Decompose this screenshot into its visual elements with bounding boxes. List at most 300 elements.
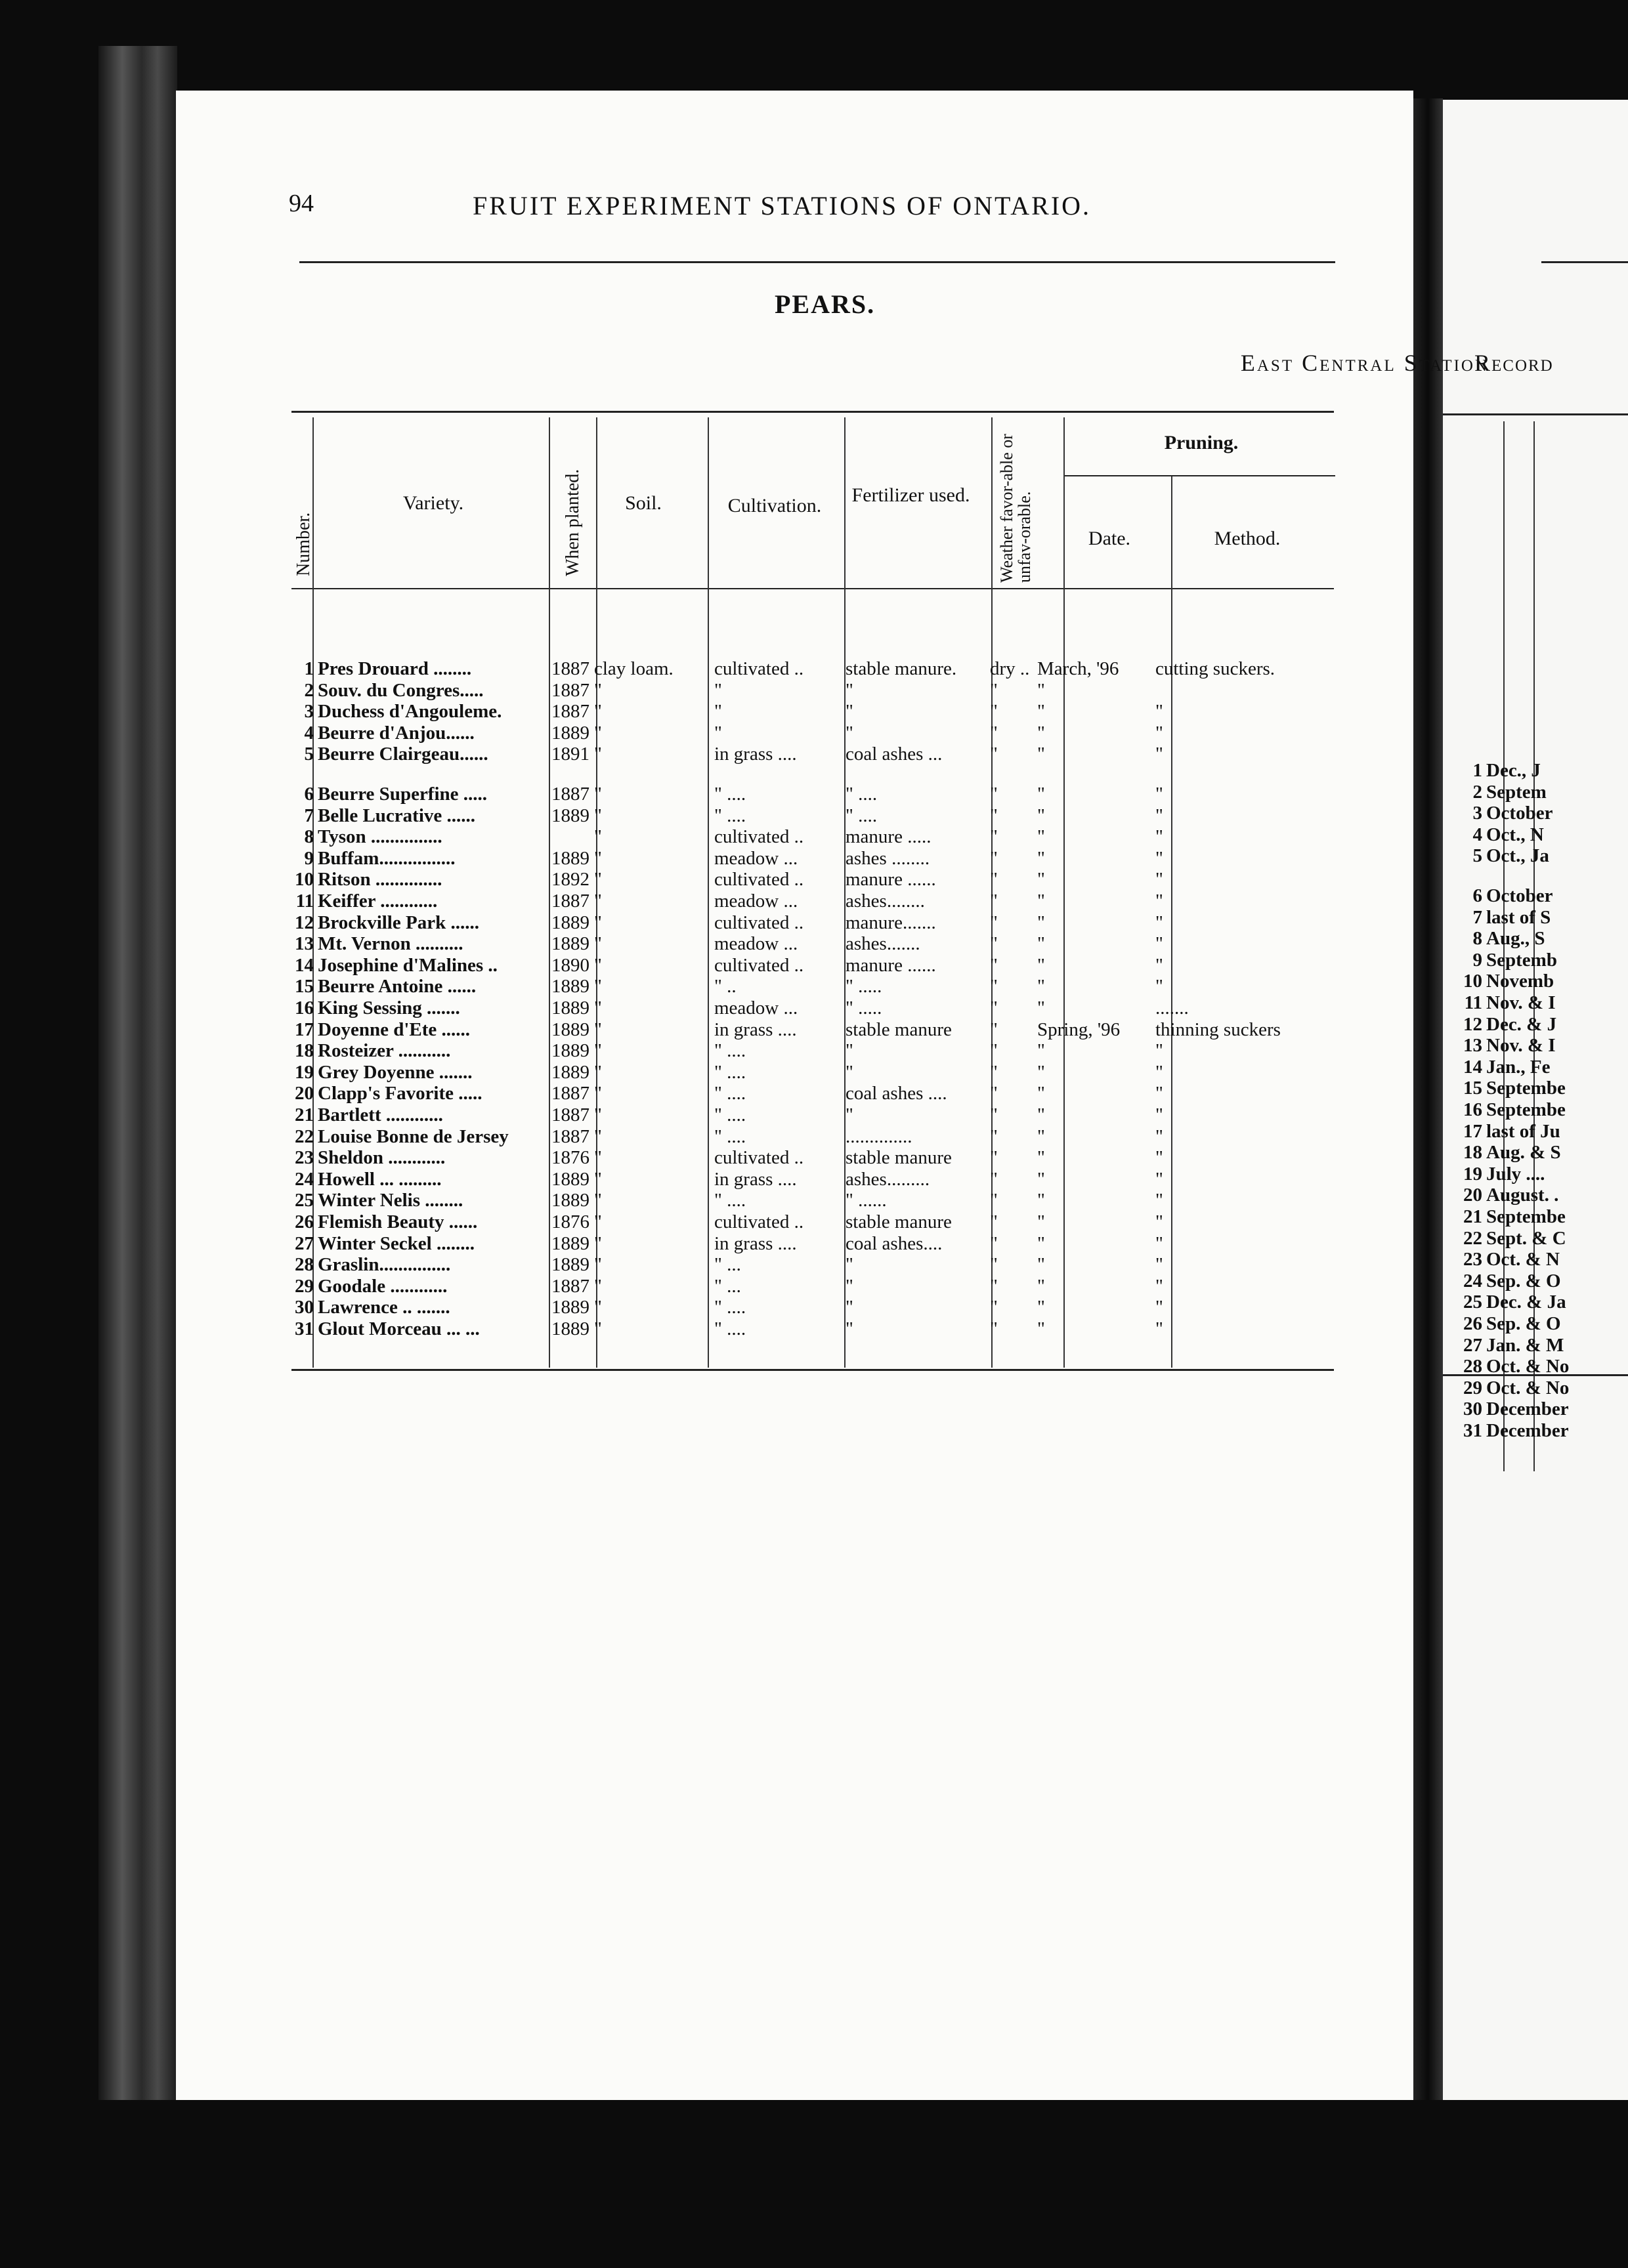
row-pruning-date: " — [1037, 998, 1045, 1018]
row-fertilizer: ashes......... — [846, 1168, 930, 1190]
row-pruning-method: " — [1155, 1147, 1163, 1169]
row-variety: Lawrence .. ....... — [318, 1297, 450, 1318]
row-pruning-date: " — [1037, 1104, 1045, 1125]
row-soil: " — [594, 1125, 602, 1147]
row-pruning-date: March, '96 — [1037, 658, 1119, 679]
row-cultivation: in grass .... — [714, 1018, 797, 1040]
row-soil: " — [594, 1297, 602, 1318]
row-pruning-method: " — [1155, 912, 1163, 933]
row-weather: " — [990, 1254, 998, 1276]
table-row — [289, 1126, 1339, 1147]
row-variety: Pres Drouard ........ — [318, 658, 472, 679]
row-pruning-date: " — [1037, 805, 1045, 826]
row-soil: " — [594, 933, 602, 955]
next-page-row-number: 8 — [1472, 928, 1482, 950]
row-fertilizer: " — [846, 1104, 853, 1125]
row-number: 21 — [295, 1104, 314, 1125]
row-cultivation: " — [714, 722, 722, 744]
next-page-row-number: 4 — [1472, 824, 1482, 845]
next-page-title: Record — [1474, 350, 1554, 376]
row-soil: " — [594, 1318, 602, 1339]
row-pruning-date: " — [1037, 1147, 1045, 1169]
row-cultivation: " .... — [714, 1190, 746, 1211]
next-page-row — [1456, 1057, 1550, 1078]
row-year-planted: 1889 — [551, 1190, 589, 1211]
section-title: PEARS. — [775, 289, 876, 319]
row-pruning-method: " — [1155, 1318, 1163, 1339]
row-year-planted: 1876 — [551, 1147, 589, 1169]
row-pruning-date: " — [1037, 679, 1045, 701]
row-soil: " — [594, 1168, 602, 1190]
row-number: 11 — [295, 891, 314, 912]
row-weather: " — [990, 1275, 998, 1297]
row-weather: " — [990, 1297, 998, 1318]
table-row — [289, 1211, 1339, 1232]
row-soil: " — [594, 744, 602, 765]
row-fertilizer: " — [846, 1040, 853, 1062]
row-pruning-method: " — [1155, 1168, 1163, 1190]
row-weather: " — [990, 1061, 998, 1083]
row-variety: Beurre Superfine ..... — [318, 784, 488, 805]
row-soil: " — [594, 1190, 602, 1211]
row-cultivation: cultivated .. — [714, 912, 804, 933]
table-row — [289, 1147, 1339, 1168]
row-year-planted: 1889 — [551, 1040, 589, 1062]
row-soil: " — [594, 1211, 602, 1232]
next-page-row-number: 3 — [1472, 803, 1482, 824]
next-page-row — [1456, 971, 1554, 992]
row-pruning-method: " — [1155, 805, 1163, 826]
row-number: 6 — [304, 784, 314, 805]
row-pruning-date: " — [1037, 1318, 1045, 1339]
next-page-row-text: October — [1486, 885, 1553, 906]
row-number: 24 — [295, 1168, 314, 1190]
next-page-row-text: Nov. & I — [1486, 992, 1556, 1013]
row-pruning-date: " — [1037, 784, 1045, 805]
row-pruning-date: " — [1037, 933, 1045, 955]
next-page-row-text: Nov. & I — [1486, 1035, 1556, 1057]
next-page-row-number: 28 — [1463, 1356, 1482, 1377]
row-variety: Belle Lucrative ...... — [318, 805, 476, 826]
row-pruning-date: " — [1037, 1125, 1045, 1147]
row-soil: " — [594, 826, 602, 848]
next-page-row-number: 26 — [1463, 1313, 1482, 1334]
next-page-row-text: Sep. & O — [1486, 1313, 1561, 1334]
next-page-row — [1456, 992, 1556, 1013]
row-pruning-method: " — [1155, 1211, 1163, 1232]
table-row — [289, 976, 1339, 997]
row-cultivation: " — [714, 701, 722, 723]
next-page-row-number: 30 — [1463, 1398, 1482, 1420]
next-page-row-text: Oct., N — [1486, 824, 1544, 845]
row-year-planted: 1887 — [551, 679, 589, 701]
table-row — [289, 1169, 1339, 1190]
table-row — [289, 1083, 1339, 1104]
row-year-planted: 1889 — [551, 1232, 589, 1254]
row-pruning-method: thinning suckers — [1155, 1018, 1281, 1040]
row-number: 8 — [304, 826, 314, 848]
next-page-row — [1456, 1099, 1566, 1120]
row-number: 16 — [295, 998, 314, 1018]
next-page-row — [1456, 1078, 1566, 1099]
next-page-row-number: 5 — [1472, 845, 1482, 867]
header-soil: Soil. — [625, 492, 662, 514]
row-soil: " — [594, 1275, 602, 1297]
table-row — [289, 1040, 1339, 1061]
next-page-row-number: 27 — [1463, 1334, 1482, 1356]
table-row — [289, 784, 1339, 805]
row-number: 1 — [304, 658, 314, 679]
row-cultivation: meadow ... — [714, 847, 798, 869]
row-fertilizer: " — [846, 679, 853, 701]
row-number: 9 — [304, 847, 314, 869]
table-row — [289, 998, 1339, 1018]
next-page-row-text: October — [1486, 803, 1553, 824]
table-bottom-rule — [291, 1369, 1334, 1371]
row-cultivation: cultivated .. — [714, 954, 804, 976]
row-variety: Doyenne d'Ete ...... — [318, 1018, 470, 1040]
row-weather: " — [990, 891, 998, 912]
next-page-row-text: Dec. & Ja — [1486, 1292, 1566, 1313]
next-page-row — [1456, 1035, 1556, 1056]
row-fertilizer: ashes........ — [846, 891, 925, 912]
next-page-row-text: Sep. & O — [1486, 1270, 1561, 1292]
table-row — [289, 1318, 1339, 1339]
next-page-row-text: Oct. & N — [1486, 1249, 1560, 1270]
table-row — [289, 1190, 1339, 1211]
table-row — [289, 744, 1339, 765]
next-page-row-number: 1 — [1472, 760, 1482, 781]
row-number: 26 — [295, 1211, 314, 1232]
row-year-planted: 1887 — [551, 1125, 589, 1147]
row-variety: Clapp's Favorite ..... — [318, 1083, 482, 1104]
header-pruning-method: Method. — [1214, 528, 1281, 549]
row-year-planted: 1887 — [551, 1083, 589, 1104]
next-page-row — [1456, 1142, 1561, 1163]
book-gutter — [1413, 98, 1443, 2107]
row-fertilizer: " ...... — [846, 1190, 887, 1211]
row-pruning-date: " — [1037, 1275, 1045, 1297]
header-rule — [299, 261, 1335, 263]
table-row — [289, 701, 1339, 722]
row-soil: " — [594, 1061, 602, 1083]
row-number: 10 — [295, 869, 314, 891]
row-weather: " — [990, 954, 998, 976]
row-pruning-date: " — [1037, 744, 1045, 765]
row-weather: " — [990, 701, 998, 723]
next-page-row-number: 15 — [1463, 1078, 1482, 1099]
row-pruning-method: " — [1155, 954, 1163, 976]
row-fertilizer: manure ..... — [846, 826, 932, 848]
row-pruning-method: " — [1155, 1254, 1163, 1276]
row-variety: Beurre Clairgeau...... — [318, 744, 488, 765]
row-year-planted: 1887 — [551, 658, 589, 679]
next-page-row-text: Septembe — [1486, 1078, 1566, 1099]
row-year-planted: 1889 — [551, 722, 589, 744]
next-page-row-text: last of S — [1486, 906, 1551, 928]
next-page-row-number: 31 — [1463, 1420, 1482, 1441]
row-soil: " — [594, 805, 602, 826]
scan-background — [0, 2100, 1628, 2268]
next-page-row-number: 10 — [1463, 971, 1482, 992]
row-number: 28 — [295, 1254, 314, 1276]
row-number: 13 — [295, 933, 314, 955]
row-cultivation: cultivated .. — [714, 826, 804, 848]
row-pruning-method: " — [1155, 847, 1163, 869]
row-year-planted: 1889 — [551, 805, 589, 826]
header-pruning-date: Date. — [1088, 528, 1131, 549]
next-page-row-number: 12 — [1463, 1013, 1482, 1035]
table-row — [289, 723, 1339, 744]
row-cultivation: " .... — [714, 1083, 746, 1104]
row-pruning-method: " — [1155, 1083, 1163, 1104]
page-number: 94 — [289, 190, 314, 217]
row-weather: " — [990, 998, 998, 1018]
next-page-row — [1456, 1420, 1569, 1441]
row-fertilizer: ashes....... — [846, 933, 920, 955]
row-weather: " — [990, 1318, 998, 1339]
next-page-row-text: December — [1486, 1398, 1569, 1420]
row-pruning-method: " — [1155, 933, 1163, 955]
next-page-row — [1456, 1292, 1566, 1312]
row-soil: " — [594, 869, 602, 891]
row-cultivation: in grass .... — [714, 744, 797, 765]
next-page-row — [1456, 782, 1547, 803]
row-variety: Grey Doyenne ....... — [318, 1061, 473, 1083]
row-pruning-date: " — [1037, 1254, 1045, 1276]
header-variety: Variety. — [402, 492, 464, 514]
row-cultivation: " ... — [714, 1254, 741, 1276]
next-page-row-number: 23 — [1463, 1249, 1482, 1270]
row-weather: " — [990, 847, 998, 869]
row-cultivation: in grass .... — [714, 1168, 797, 1190]
row-year-planted: 1887 — [551, 1104, 589, 1125]
row-soil: " — [594, 1232, 602, 1254]
header-fertilizer: Fertilizer used. — [851, 484, 970, 506]
row-pruning-date: " — [1037, 1168, 1045, 1190]
row-variety: Beurre Antoine ...... — [318, 976, 477, 998]
row-fertilizer: coal ashes.... — [846, 1232, 943, 1254]
next-page-row-text: Septem — [1486, 781, 1547, 803]
row-pruning-date: " — [1037, 912, 1045, 933]
row-soil: clay loam. — [594, 658, 674, 679]
next-page-row — [1456, 760, 1541, 781]
table-header — [289, 412, 1339, 591]
row-pruning-method: " — [1155, 701, 1163, 723]
row-number: 22 — [295, 1125, 314, 1147]
row-fertilizer: stable manure — [846, 1147, 952, 1169]
table-row — [289, 891, 1339, 912]
row-weather: " — [990, 826, 998, 848]
row-soil: " — [594, 1104, 602, 1125]
row-soil: " — [594, 1254, 602, 1276]
next-page-row-number: 7 — [1472, 906, 1482, 928]
row-year-planted: 1889 — [551, 998, 589, 1018]
row-variety: Winter Nelis ........ — [318, 1190, 463, 1211]
next-page-row — [1456, 907, 1551, 928]
row-year-planted: 1887 — [551, 701, 589, 723]
row-year-planted: 1889 — [551, 912, 589, 933]
row-cultivation: cultivated .. — [714, 1147, 804, 1169]
next-page-row-number: 13 — [1463, 1035, 1482, 1057]
row-pruning-date: " — [1037, 976, 1045, 998]
pruning-subrule — [1065, 475, 1335, 476]
row-weather: dry .. — [990, 658, 1030, 679]
row-weather: " — [990, 784, 998, 805]
next-page-row-number: 16 — [1463, 1099, 1482, 1120]
row-year-planted: 1889 — [551, 1061, 589, 1083]
next-page-row — [1456, 1185, 1558, 1206]
row-pruning-method: ....... — [1155, 998, 1189, 1018]
next-page-row-number: 6 — [1472, 885, 1482, 906]
row-soil: " — [594, 701, 602, 723]
row-variety: Buffam................ — [318, 847, 456, 869]
row-cultivation: " — [714, 679, 722, 701]
row-fertilizer: stable manure — [846, 1018, 952, 1040]
row-variety: King Sessing ....... — [318, 998, 460, 1018]
row-variety: Louise Bonne de Jersey — [318, 1125, 509, 1147]
row-cultivation: in grass .... — [714, 1232, 797, 1254]
row-weather: " — [990, 869, 998, 891]
row-fertilizer: " — [846, 722, 853, 744]
next-page-row — [1456, 1014, 1556, 1035]
row-weather: " — [990, 912, 998, 933]
row-soil: " — [594, 1083, 602, 1104]
row-year-planted: 1890 — [551, 954, 589, 976]
next-page-row-text: Septemb — [1486, 949, 1557, 971]
row-pruning-date: " — [1037, 891, 1045, 912]
next-page-row-text: Aug. & S — [1486, 1142, 1561, 1164]
row-pruning-method: " — [1155, 826, 1163, 848]
row-fertilizer: " — [846, 1061, 853, 1083]
row-soil: " — [594, 998, 602, 1018]
row-weather: " — [990, 1104, 998, 1125]
row-variety: Glout Morceau ... ... — [318, 1318, 480, 1339]
row-pruning-date: " — [1037, 1190, 1045, 1211]
next-page-row-number: 19 — [1463, 1163, 1482, 1185]
row-weather: " — [990, 976, 998, 998]
table-row — [289, 955, 1339, 976]
next-page-row-text: Septembe — [1486, 1099, 1566, 1120]
row-soil: " — [594, 722, 602, 744]
table-row — [289, 848, 1339, 869]
table-row — [289, 1297, 1339, 1318]
row-pruning-date: " — [1037, 1297, 1045, 1318]
row-year-planted: 1889 — [551, 847, 589, 869]
next-page-row-text: Novemb — [1486, 971, 1554, 992]
row-year-planted: 1889 — [551, 1254, 589, 1276]
next-page-row — [1456, 824, 1544, 845]
row-pruning-date: " — [1037, 1040, 1045, 1062]
row-pruning-date: " — [1037, 1061, 1045, 1083]
next-page-row-text: last of Ju — [1486, 1120, 1560, 1142]
row-pruning-method: " — [1155, 1125, 1163, 1147]
row-weather: " — [990, 1190, 998, 1211]
next-page-row-text: Oct., Ja — [1486, 845, 1549, 867]
row-weather: " — [990, 679, 998, 701]
row-weather: " — [990, 1040, 998, 1062]
next-page-row — [1456, 1249, 1560, 1270]
row-cultivation: " .... — [714, 1297, 746, 1318]
row-weather: " — [990, 1232, 998, 1254]
next-page-row — [1456, 1121, 1560, 1142]
row-soil: " — [594, 784, 602, 805]
row-cultivation: cultivated .. — [714, 658, 804, 679]
row-fertilizer: " — [846, 1275, 853, 1297]
table-row — [289, 658, 1339, 679]
row-pruning-method: " — [1155, 1061, 1163, 1083]
next-page-row-text: Jan., Fe — [1486, 1056, 1551, 1078]
row-cultivation: " .. — [714, 976, 737, 998]
row-soil: " — [594, 847, 602, 869]
row-year-planted: 1889 — [551, 933, 589, 955]
next-page-row-number: 14 — [1463, 1056, 1482, 1078]
row-year-planted: 1889 — [551, 976, 589, 998]
row-pruning-method: " — [1155, 869, 1163, 891]
row-cultivation: cultivated .. — [714, 1211, 804, 1232]
row-variety: Duchess d'Angouleme. — [318, 701, 502, 723]
row-number: 17 — [295, 1018, 314, 1040]
row-variety: Graslin............... — [318, 1254, 451, 1276]
next-page-row-number: 29 — [1463, 1377, 1482, 1398]
row-pruning-method: " — [1155, 784, 1163, 805]
row-weather: " — [990, 933, 998, 955]
row-fertilizer: manure ...... — [846, 869, 936, 891]
row-year-planted: 1889 — [551, 1168, 589, 1190]
row-weather: " — [990, 722, 998, 744]
next-page-row — [1456, 1313, 1561, 1334]
row-number: 27 — [295, 1232, 314, 1254]
next-page-row — [1456, 928, 1545, 949]
row-fertilizer: stable manure — [846, 1211, 952, 1232]
row-pruning-date: " — [1037, 847, 1045, 869]
row-weather: " — [990, 1018, 998, 1040]
next-page-row-text: December — [1486, 1420, 1569, 1441]
row-number: 19 — [295, 1061, 314, 1083]
table-row — [289, 912, 1339, 933]
row-year-planted: 1889 — [551, 1018, 589, 1040]
row-year-planted: 1887 — [551, 891, 589, 912]
row-pruning-method: " — [1155, 1104, 1163, 1125]
row-pruning-date: " — [1037, 954, 1045, 976]
row-weather: " — [990, 1147, 998, 1169]
table-row — [289, 680, 1339, 701]
row-pruning-method: cutting suckers. — [1155, 658, 1275, 679]
row-cultivation: " .... — [714, 1318, 746, 1339]
row-year-planted: 1887 — [551, 784, 589, 805]
row-cultivation: " ... — [714, 1275, 741, 1297]
row-cultivation: meadow ... — [714, 998, 798, 1018]
next-page-row — [1456, 1164, 1545, 1185]
header-cultivation: Cultivation. — [727, 495, 822, 516]
header-bottom-rule — [291, 588, 1334, 589]
row-number: 31 — [295, 1318, 314, 1339]
next-page-row — [1456, 950, 1557, 971]
row-number: 23 — [295, 1147, 314, 1169]
row-number: 18 — [295, 1040, 314, 1062]
row-pruning-method: " — [1155, 1275, 1163, 1297]
row-variety: Bartlett ............ — [318, 1104, 443, 1125]
row-cultivation: " .... — [714, 784, 746, 805]
book-page-right-fragment — [1443, 100, 1628, 2108]
row-pruning-method: " — [1155, 1297, 1163, 1318]
row-year-planted: 1889 — [551, 1297, 589, 1318]
row-soil: " — [594, 912, 602, 933]
row-soil: " — [594, 1018, 602, 1040]
next-page-row — [1456, 1398, 1569, 1419]
station-title: East Central Station — [1240, 350, 1489, 376]
row-fertilizer: " ..... — [846, 998, 882, 1018]
